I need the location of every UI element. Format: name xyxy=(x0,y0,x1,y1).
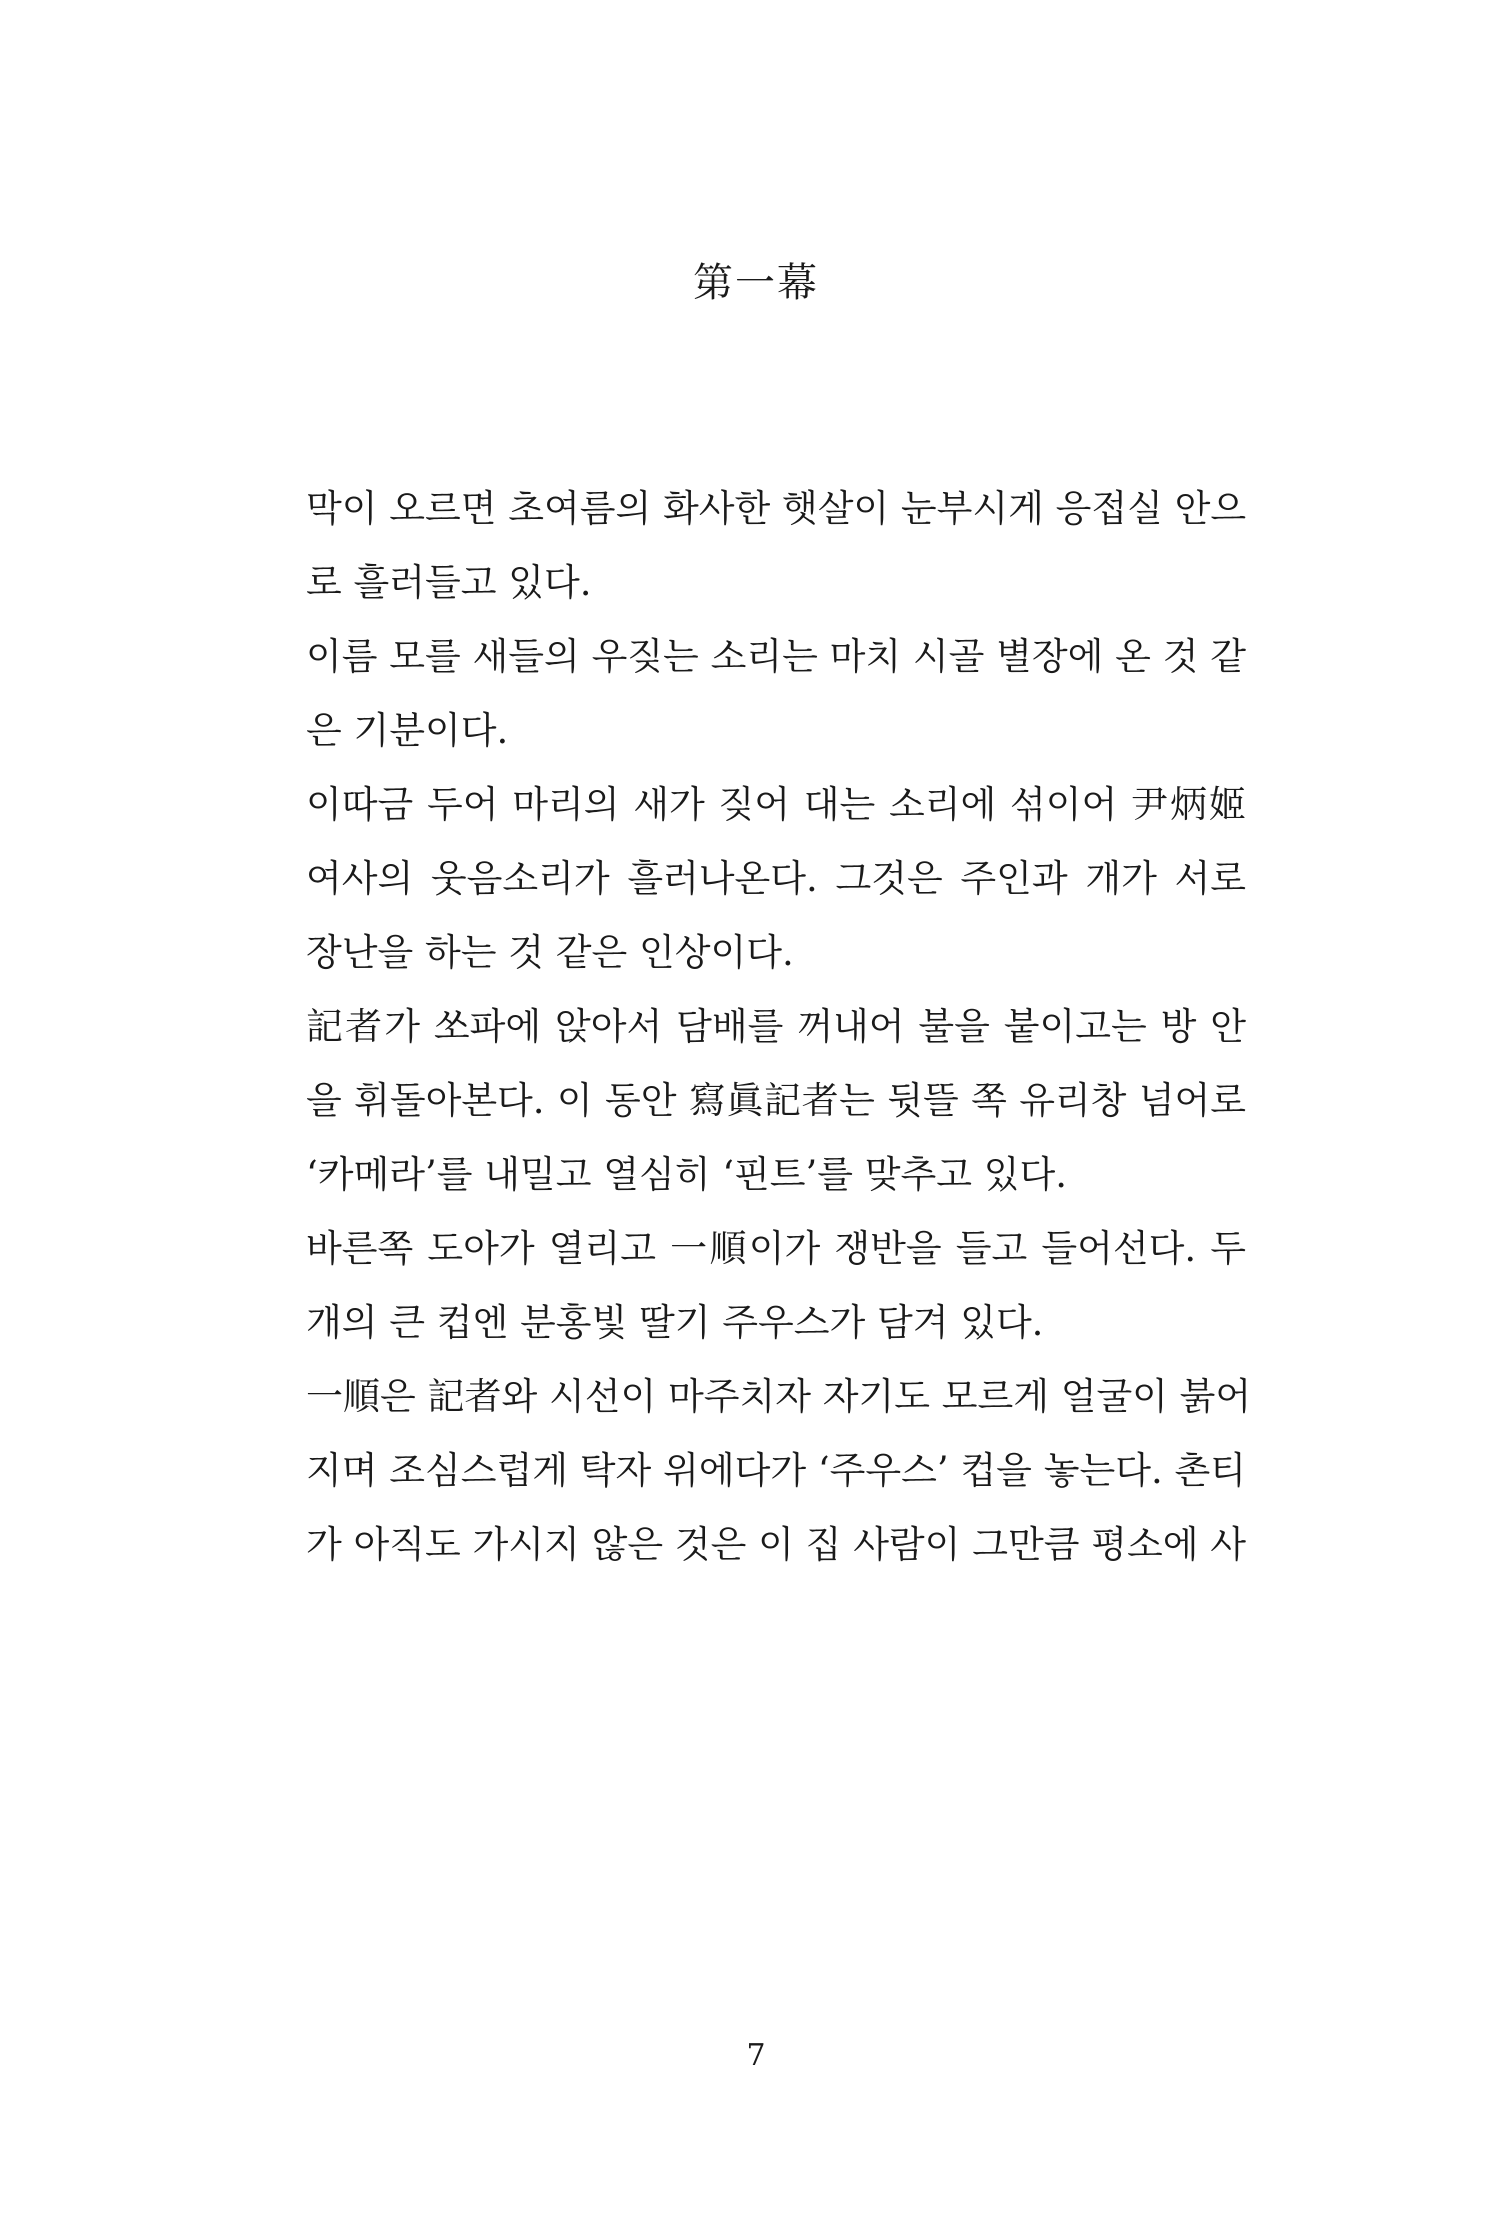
text-line: 이따금 두어 마리의 새가 짖어 대는 소리에 섞이어 尹炳姬 xyxy=(306,783,1246,826)
text-line: 가 아직도 가시지 않은 것은 이 집 사람이 그만큼 평소에 사 xyxy=(306,1523,1246,1566)
text-line: 로 흘러들고 있다. xyxy=(306,561,592,604)
text-line: 은 기분이다. xyxy=(306,709,509,752)
text-line: 지며 조심스럽게 탁자 위에다가 ‘주우스’ 컵을 놓는다. 촌티 xyxy=(306,1449,1246,1492)
text-line: 바른쪽 도아가 열리고 一順이가 쟁반을 들고 들어선다. 두 xyxy=(306,1227,1246,1270)
text-line: 여사의 웃음소리가 흘러나온다. 그것은 주인과 개가 서로 xyxy=(306,857,1246,900)
text-line: ‘카메라’를 내밀고 열심히 ‘핀트’를 맞추고 있다. xyxy=(306,1153,1067,1196)
text-line: 을 휘돌아본다. 이 동안 寫眞記者는 뒷뜰 쪽 유리창 넘어로 xyxy=(306,1079,1246,1122)
text-line: 이름 모를 새들의 우짖는 소리는 마치 시골 별장에 온 것 같 xyxy=(306,635,1246,678)
page-number: 7 xyxy=(746,2038,766,2073)
text-line: 개의 큰 컵엔 분홍빛 딸기 주우스가 담겨 있다. xyxy=(306,1301,1044,1344)
body-text xyxy=(306,472,1252,1582)
text-line: 記者가 쏘파에 앉아서 담배를 꺼내어 불을 붙이고는 방 안 xyxy=(306,1005,1246,1048)
text-line: 一順은 記者와 시선이 마주치자 자기도 모르게 얼굴이 붉어 xyxy=(306,1375,1252,1418)
text-line: 장난을 하는 것 같은 인상이다. xyxy=(306,931,794,974)
act-title: 第一幕 xyxy=(693,260,819,306)
text-line: 막이 오르면 초여름의 화사한 햇살이 눈부시게 응접실 안으 xyxy=(306,487,1247,530)
